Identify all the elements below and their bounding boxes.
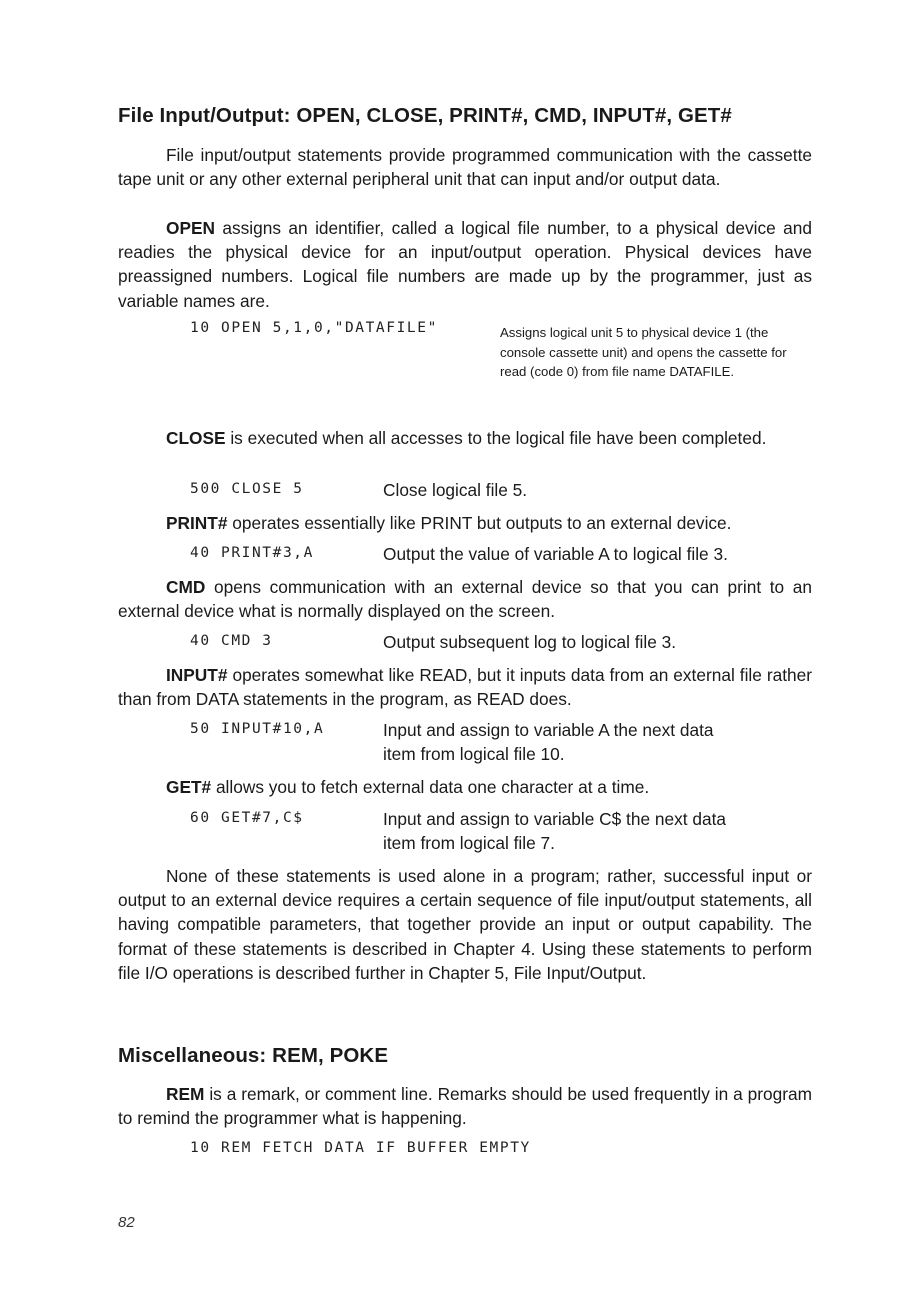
open-text: assigns an identifier, called a logical file number, to a physical device and readies the physical device for an input/output operation. Physical devices have preassigned numbers. Logical file numbers are made up by the programmer, just as variable names are. [118, 218, 812, 311]
close-code-description: Close logical file 5. [383, 480, 528, 500]
section-heading-file-io: File Input/Output: OPEN, CLOSE, PRINT#, CMD, INPUT#, GET# [118, 104, 732, 127]
close-text: is executed when all accesses to the logical file have been completed. [225, 428, 767, 448]
get-code-line: 60 GET#7,C$ [190, 810, 304, 826]
cmd-paragraph [118, 575, 812, 623]
print-code-line: 40 PRINT#3,A [190, 545, 314, 561]
print-keyword: PRINT# [166, 513, 228, 533]
section-heading-miscellaneous: Miscellaneous: REM, POKE [118, 1044, 389, 1067]
open-code-line: 10 OPEN 5,1,0,"DATAFILE" [190, 320, 438, 336]
print-paragraph [118, 511, 812, 535]
open-code-description: Assigns logical unit 5 to physical device 1 (the console cassette unit) and opens the cassette for read (code 0) from file name DATAFILE. [500, 325, 787, 379]
close-code-line: 500 CLOSE 5 [190, 481, 304, 497]
open-keyword: OPEN [166, 218, 215, 238]
rem-code-line: 10 REM FETCH DATA IF BUFFER EMPTY [190, 1140, 531, 1156]
input-keyword: INPUT# [166, 665, 228, 685]
closing-text: None of these statements is used alone in a program; rather, successful input or output to an external device requires a certain sequence of file input/output statements, all having compatible parameters, that together provide an input or output capability. The format of these statements is described in Chapter 4. Using these statements to perform file I/O operations is described further in Chapter 5, File Input/Output. [118, 866, 812, 983]
closing-paragraph [118, 864, 812, 985]
rem-paragraph [118, 1082, 812, 1130]
cmd-text: opens communication with an external device so that you can print to an external device what is normally displayed on the screen. [118, 577, 812, 622]
print-code-description: Output the value of variable A to logical file 3. [383, 544, 728, 564]
page-number: 82 [118, 1214, 135, 1231]
rem-keyword: REM [166, 1084, 205, 1104]
cmd-code-description: Output subsequent log to logical file 3. [383, 632, 677, 652]
rem-text: is a remark, or comment line. Remarks should be used frequently in a program to remind the programmer what is happening. [118, 1084, 812, 1129]
intro-paragraph [118, 143, 812, 191]
cmd-keyword: CMD [166, 577, 206, 597]
get-paragraph [118, 775, 812, 799]
cmd-code-line: 40 CMD 3 [190, 633, 273, 649]
input-paragraph [118, 663, 812, 711]
close-paragraph [118, 426, 812, 450]
input-code-description: Input and assign to variable A the next data item from logical file 10. [383, 720, 714, 765]
get-keyword: GET# [166, 777, 212, 797]
open-paragraph [118, 216, 812, 313]
get-code-description: Input and assign to variable C$ the next data item from logical file 7. [383, 809, 726, 854]
input-text: operates somewhat like READ, but it inputs data from an external file rather than from DATA statements in the program, as READ does. [118, 665, 812, 710]
close-keyword: CLOSE [166, 428, 226, 448]
intro-text: File input/output statements provide programmed communication with the cassette tape unit or any other external peripheral unit that can input and/or output data. [118, 145, 812, 190]
input-code-line: 50 INPUT#10,A [190, 721, 325, 737]
print-text: operates essentially like PRINT but outputs to an external device. [227, 513, 732, 533]
get-text: allows you to fetch external data one character at a time. [211, 777, 650, 797]
